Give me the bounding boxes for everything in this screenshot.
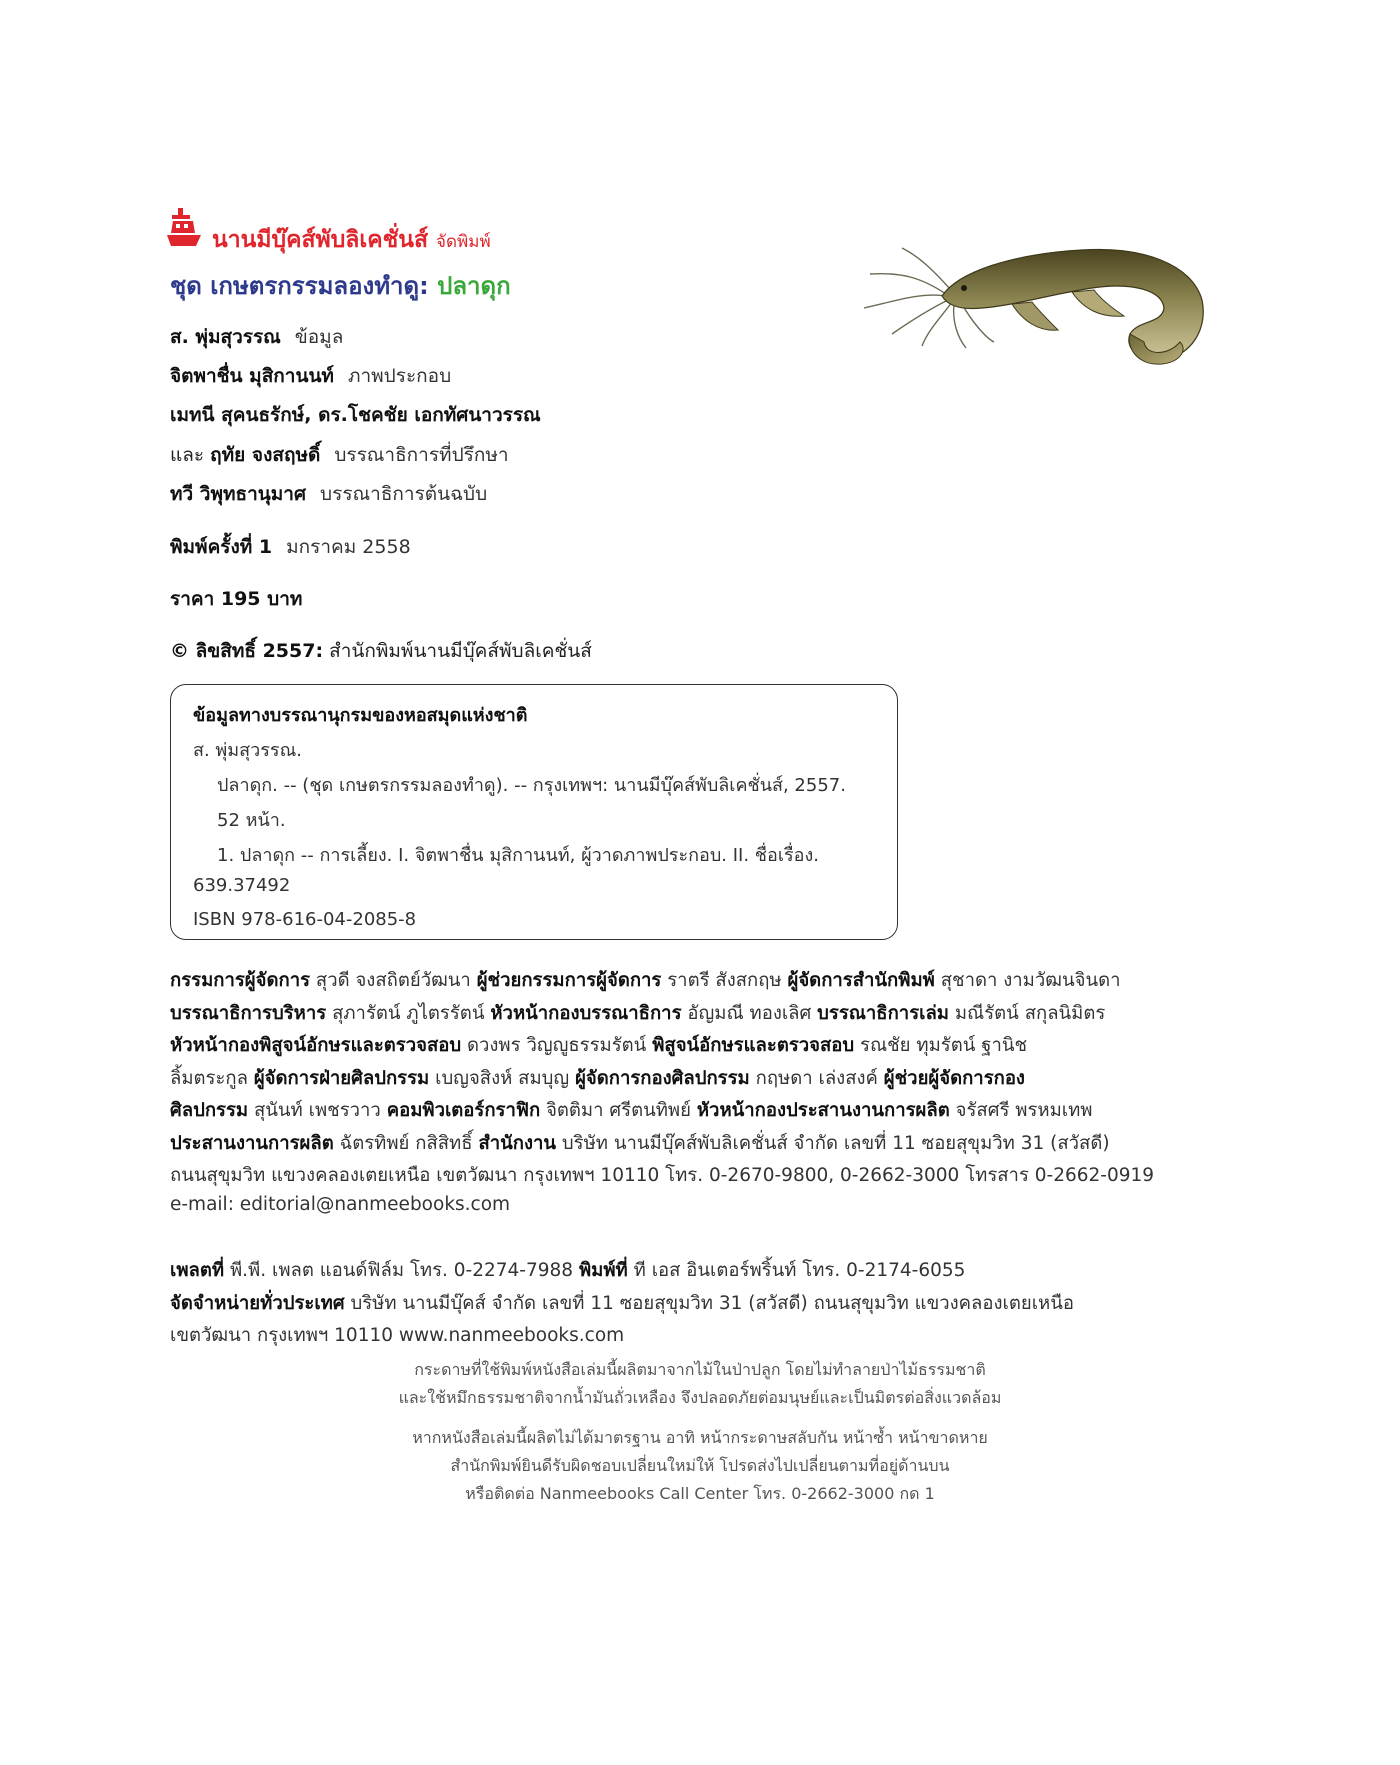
- credit-line: [170, 400, 541, 430]
- role-label: หัวหน้ากองประสานงานการผลิต: [696, 1100, 950, 1121]
- text-line: [170, 1289, 1074, 1318]
- cip-title-entry: ปลาดุก. -- (ชุด เกษตรกรรมลองทำดู). -- กรุงเทพฯ: นานมีบุ๊คส์พับลิเคชั่นส์, 2557.: [217, 775, 846, 796]
- book-title: ปลาดุก: [437, 272, 511, 300]
- text-segment: บริษัท นานมีบุ๊คส์พับลิเคชั่นส์ จำกัด เลขที่ 11 ซอยสุขุมวิท 31 (สวัสดี): [556, 1132, 1110, 1154]
- text-line: [170, 1096, 1093, 1125]
- text-segment: มณีรัตน์ สกุลนิมิตร: [948, 1002, 1106, 1024]
- text-line: [170, 1194, 510, 1215]
- paper-note-line: กระดาษที่ใช้พิมพ์หนังสือเล่มนี้ผลิตมาจากไม้ในป่าปลูก โดยไม่ทำลายป่าไม้ธรรมชาติ: [414, 1360, 986, 1379]
- text-segment: เขตวัฒนา กรุงเทพฯ 10110 www.nanmeebooks.com: [170, 1325, 625, 1346]
- defect-note-line: หากหนังสือเล่มนี้ผลิตไม่ได้มาตรฐาน อาทิ หน้ากระดาษสลับกัน หน้าซ้ำ หน้าขาดหาย: [412, 1428, 988, 1447]
- role-label: คอมพิวเตอร์กราฟิก: [386, 1100, 541, 1121]
- role-label: ศิลปกรรม: [170, 1100, 249, 1121]
- text-segment: บริษัท นานมีบุ๊คส์ จำกัด เลขที่ 11 ซอยสุขุมวิท 31 (สวัสดี) ถนนสุขุมวิท แขวงคลองเตยเหนือ: [344, 1292, 1074, 1314]
- cip-title: ข้อมูลทางบรรณานุกรมของหอสมุดแห่งชาติ: [193, 705, 528, 726]
- credit-role: บรรณาธิการต้นฉบับ: [320, 483, 488, 505]
- text-segment: ฉัตรทิพย์ กสิสิทธิ์: [333, 1132, 479, 1154]
- cip-classification: 639.37492: [193, 875, 291, 896]
- text-segment: จิตติมา ศรีตนทิพย์: [540, 1100, 697, 1121]
- credit-name: เมทนี สุคนธรักษ์, ดร.โชคชัย เอกทัศนาวรรณ: [170, 404, 541, 426]
- role-label: ผู้จัดการฝ่ายศิลปกรรม: [253, 1067, 430, 1089]
- role-label: หัวหน้ากองพิสูจน์อักษรและตรวจสอบ: [170, 1035, 462, 1056]
- text-segment: จรัสศรี พรหมเทพ: [949, 1100, 1093, 1121]
- credit-role: ภาพประกอบ: [347, 365, 452, 387]
- text-segment: สุนันท์ เพชรวาว: [248, 1100, 387, 1121]
- series-label: ชุด เกษตรกรรมลองทำดู:: [170, 272, 429, 300]
- publisher-action: จัดพิมพ์: [436, 232, 491, 252]
- credit-line: [170, 440, 509, 470]
- text-line: [170, 1129, 1110, 1158]
- text-segment: ดวงพร วิญญูธรรมรัตน์: [461, 1035, 653, 1056]
- role-label: หัวหน้ากองบรรณาธิการ: [490, 1002, 682, 1024]
- text-segment: รณชัย ทุมรัตน์ ฐานิช: [854, 1035, 1028, 1056]
- credit-line: [170, 361, 451, 391]
- text-line: [170, 1161, 1154, 1190]
- copyright-holder: สำนักพิมพ์นานมีบุ๊คส์พับลิเคชั่นส์: [329, 640, 592, 662]
- edition-label: พิมพ์ครั้งที่ 1: [170, 536, 273, 558]
- role-label: ผู้จัดการสำนักพิมพ์: [787, 970, 935, 991]
- role-label: ผู้ช่วยกรรมการผู้จัดการ: [476, 970, 662, 991]
- credit-name: ทวี วิพุทธานุมาศ: [170, 483, 307, 505]
- credit-line: [170, 479, 487, 509]
- role-label: ผู้จัดการกองศิลปกรรม: [575, 1067, 750, 1089]
- text-segment: กฤษดา เล่งสงค์: [749, 1067, 884, 1089]
- role-label: บรรณาธิการเล่ม: [817, 1002, 949, 1024]
- publisher-line: [212, 222, 491, 258]
- text-line: [170, 1256, 965, 1285]
- text-segment: ลิ้มตระกูล: [170, 1067, 254, 1089]
- role-label: ผู้ช่วยผู้จัดการกอง: [883, 1067, 1025, 1089]
- role-label: พิสูจน์อักษรและตรวจสอบ: [652, 1035, 855, 1056]
- defect-note-line: สำนักพิมพ์ยินดีรับผิดชอบเปลี่ยนใหม่ให้ โปรดส่งไปเปลี่ยนตามที่อยู่ด้านบน: [450, 1456, 950, 1475]
- edition-date: มกราคม 2558: [286, 536, 411, 558]
- text-segment: พี.พี. เพลต แอนด์ฟิล์ม โทร. 0-2274-7988: [224, 1260, 579, 1281]
- text-segment: อัญมณี ทองเลิศ: [681, 1002, 818, 1024]
- role-label: พิมพ์ที่: [578, 1260, 628, 1281]
- publisher-name: นานมีบุ๊คส์พับลิเคชั่นส์: [212, 227, 429, 253]
- text-line: [170, 966, 1121, 995]
- text-line: [170, 1321, 624, 1350]
- cip-isbn: ISBN 978-616-04-2085-8: [193, 909, 417, 930]
- text-segment: สุวดี จงสถิตย์วัฒนา: [310, 970, 477, 991]
- role-label: เพลตที่: [170, 1260, 225, 1281]
- price-line: [170, 584, 302, 614]
- role-label: สำนักงาน: [478, 1132, 557, 1154]
- cip-subjects: 1. ปลาดุก -- การเลี้ยง. I. จิตพาชื่น มุสิกานนท์, ผู้วาดภาพประกอบ. II. ชื่อเรื่อง.: [217, 845, 819, 866]
- credit-name: จิตพาชื่น มุสิกานนท์: [170, 365, 334, 387]
- paper-note-line: และใช้หมึกธรรมชาติจากน้ำมันถั่วเหลือง จึงปลอดภัยต่อมนุษย์และเป็นมิตรต่อสิ่งแวดล้อม: [398, 1388, 1002, 1407]
- text-line: [170, 1031, 1027, 1060]
- credit-role: บรรณาธิการที่ปรึกษา: [334, 444, 509, 466]
- cip-data-box: [170, 684, 898, 940]
- text-segment: เบญจสิงห์ สมบุญ: [429, 1067, 576, 1089]
- text-segment: ถนนสุขุมวิท แขวงคลองเตยเหนือ เขตวัฒนา กรุงเทพฯ 10110 โทร. 0-2670-9800, 0-2662-3000 โทรสาร 0-2662-0919: [170, 1165, 1155, 1186]
- credit-role: ข้อมูล: [294, 326, 344, 348]
- text-segment: ที เอส อินเตอร์พริ้นท์ โทร. 0-2174-6055: [627, 1260, 966, 1281]
- copyright-line: [170, 636, 592, 666]
- role-label: ประสานงานการผลิต: [170, 1132, 334, 1154]
- role-label: กรรมการผู้จัดการ: [170, 970, 311, 991]
- credit-line: [170, 322, 343, 352]
- edition-line: [170, 532, 411, 562]
- text-segment: ราตรี สังสกฤษ: [661, 970, 788, 991]
- credit-prefix: และ: [170, 444, 205, 466]
- role-label: จัดจำหน่ายทั่วประเทศ: [170, 1292, 345, 1314]
- cip-pages: 52 หน้า.: [217, 810, 286, 831]
- cip-author: ส. พุ่มสุวรรณ.: [193, 740, 303, 761]
- copyright-label: © ลิขสิทธิ์ 2557:: [170, 640, 324, 662]
- text-line: [170, 1064, 1025, 1093]
- credit-name: ฤทัย จงสฤษดิ์: [210, 444, 321, 466]
- credit-name: ส. พุ่มสุวรรณ: [170, 326, 281, 348]
- role-label: บรรณาธิการบริหาร: [170, 1002, 327, 1024]
- price: ราคา 195 บาท: [170, 588, 303, 610]
- series-title-line: [170, 266, 511, 305]
- defect-note-line: หรือติดต่อ Nanmeebooks Call Center โทร. 0-2662-3000 กด 1: [465, 1484, 935, 1503]
- text-segment: e-mail: editorial@nanmeebooks.com: [170, 1193, 511, 1215]
- catfish-illustration: [862, 238, 1208, 386]
- publisher-ship-logo-icon: [166, 207, 202, 247]
- text-segment: สุชาดา งามวัฒนจินดา: [934, 970, 1121, 991]
- text-line: [170, 999, 1105, 1028]
- text-segment: สุภารัตน์ ภูไตรรัตน์: [326, 1002, 491, 1024]
